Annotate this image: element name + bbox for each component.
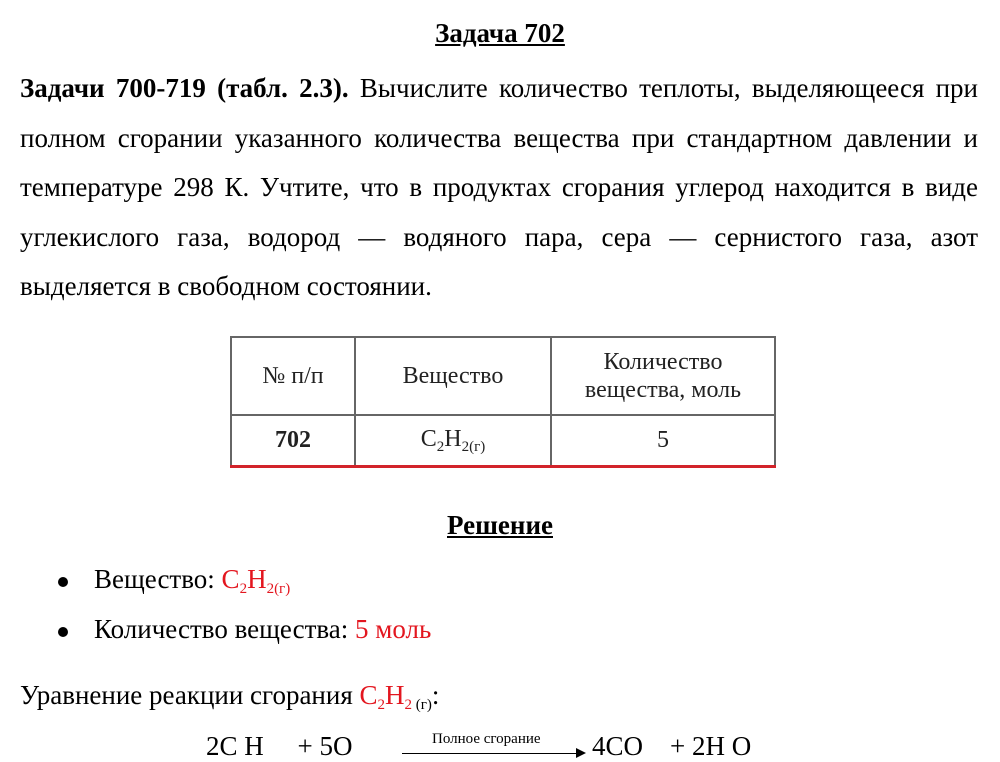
equation-intro [20,680,439,714]
equation-colon: : [431,680,440,710]
cell-formula [355,415,551,467]
equation-formula-h: H [385,680,405,710]
reaction-right: 4CO + 2H O [592,731,752,761]
solution-heading: Решение [447,510,553,540]
table-row [231,415,775,467]
header-amount-line2: вещества, моль [584,377,742,403]
bullet-value-h-sub: 2(г) [266,581,291,597]
reaction-left: 2C H + 5O [206,731,353,761]
cell-formula-c: C [420,425,437,452]
table-header-row [231,337,775,415]
header-num: № п/п [231,337,355,415]
arrow-label: Полное сгорание [432,731,541,747]
header-amount [551,337,775,415]
cell-formula-h-sub: 2(г) [461,438,486,455]
data-table [230,336,776,468]
header-substance: Вещество [355,337,551,415]
equation-intro-text: Уравнение реакции сгорания [20,680,360,710]
cell-formula-c-sub: 2 [436,438,445,455]
bullet-value-h: H [247,564,267,594]
arrow-right-icon [576,748,586,758]
problem-statement [20,64,978,312]
bullet-value-c-sub: 2 [239,581,248,597]
page-title: Задача 702 [435,18,565,48]
bullet-label: Количество вещества: [94,614,355,644]
equation-formula-h-sub: 2 [404,697,413,713]
header-amount-line1: Количество [603,349,723,375]
bullet-value: 5 моль [355,614,432,644]
reaction-arrow [402,731,588,761]
list-item-text [94,564,290,598]
bullet-dot-icon [58,577,68,587]
cell-num: 702 [231,415,355,467]
cell-amount: 5 [551,415,775,467]
bullet-value-c: C [221,564,240,594]
equation-state: (г) [412,697,432,713]
equation-formula-c: C [359,680,378,710]
bullet-label: Вещество: [94,564,222,594]
problem-text: Вычислите количество теплоты, выделяющееся при полном сгорании указанного количества вещества при стандартном давлении и температуре 298 К. Учтите, что в продуктах сгорания углерод находится в виде углекислого газа, водород — водяного пара, сера — сернистого газа, азот выделяется в свободном состоянии. [20,73,978,302]
problem-label: Задачи 700-719 (табл. 2.3). [20,73,349,103]
list-item-text [94,614,431,645]
cell-formula-h: H [444,425,462,452]
bullet-dot-icon [58,627,68,637]
equation-formula-c-sub: 2 [377,697,386,713]
